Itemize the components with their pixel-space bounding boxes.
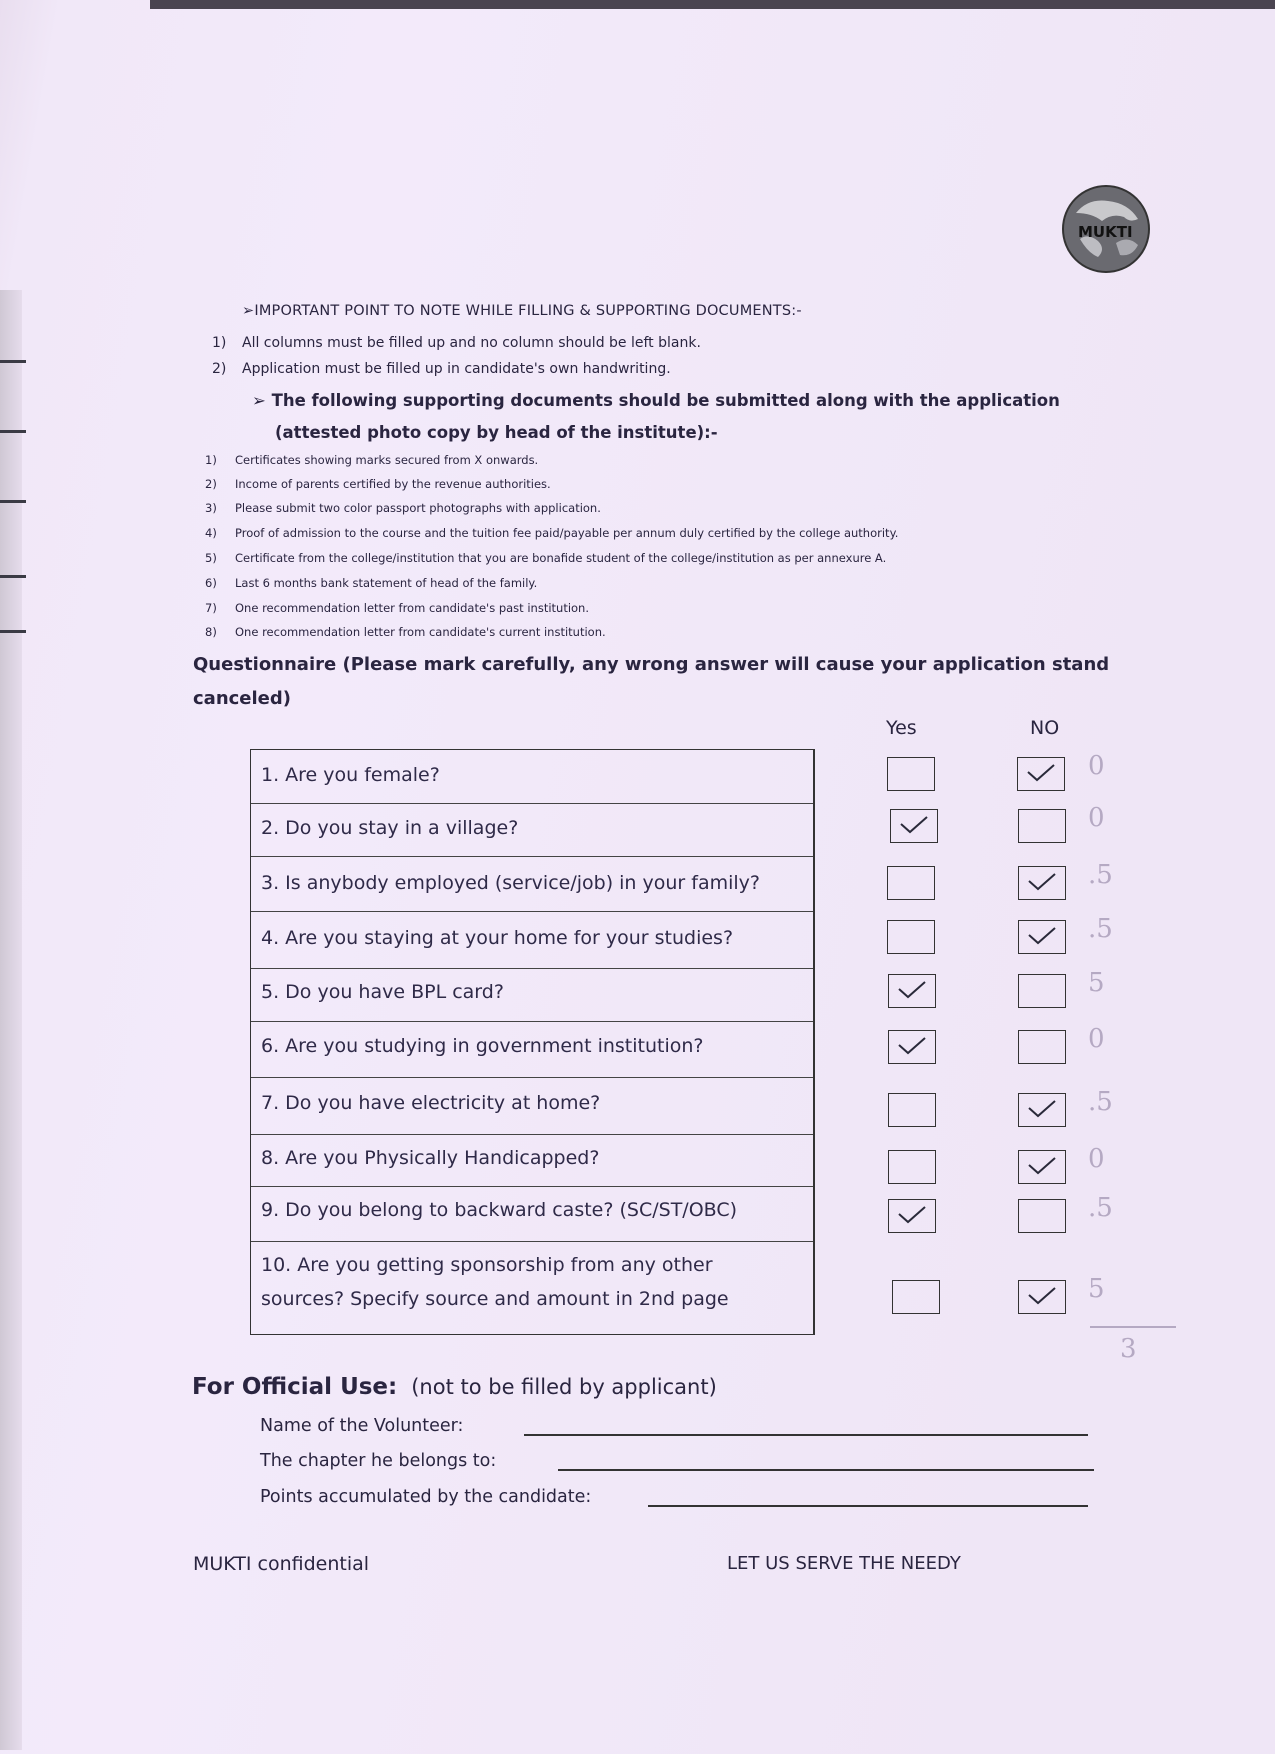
checkmark-icon	[1027, 871, 1057, 893]
checkmark-icon	[1027, 1098, 1057, 1120]
official-use-note: (not to be filled by applicant)	[411, 1375, 717, 1399]
checkmark-icon	[1027, 925, 1057, 947]
yes-checkbox[interactable]	[888, 974, 936, 1008]
no-checkbox[interactable]	[1018, 1280, 1066, 1314]
scan-top-edge	[150, 0, 1275, 9]
no-checkbox[interactable]	[1018, 1150, 1066, 1184]
checkmark-icon	[1027, 1155, 1057, 1177]
handwritten-score: .5	[1088, 1193, 1113, 1223]
checkmark-icon	[897, 1035, 927, 1057]
binding-mark	[0, 575, 26, 578]
no-checkbox[interactable]	[1018, 866, 1066, 900]
question-row	[251, 912, 813, 969]
rule-number: 1)	[212, 335, 227, 351]
questionnaire-table	[250, 749, 815, 1335]
yes-checkbox[interactable]	[888, 1150, 936, 1184]
question-text: 3. Is anybody employed (service/job) in your family?	[261, 872, 761, 894]
checkmark-icon	[897, 979, 927, 1001]
question-row	[251, 969, 813, 1022]
logo-wordmark: MUKTI	[1078, 223, 1133, 241]
handwritten-score: 0	[1088, 803, 1105, 833]
handwritten-score: .5	[1088, 914, 1113, 944]
question-row	[251, 1187, 813, 1242]
question-text: 4. Are you staying at your home for your studies?	[261, 927, 734, 949]
document-item: 8) One recommendation letter from candidate's current institution.	[205, 625, 606, 639]
official-use-heading	[192, 1374, 717, 1400]
chapter-label: The chapter he belongs to:	[260, 1451, 497, 1471]
official-use-title: For Official Use:	[192, 1374, 398, 1400]
question-text: 9. Do you belong to backward caste? (SC/ST/OBC)	[261, 1199, 738, 1221]
yes-checkbox[interactable]	[888, 1030, 936, 1064]
question-text: 2. Do you stay in a village?	[261, 817, 519, 839]
rule-item	[212, 335, 701, 351]
volunteer-name-field[interactable]	[524, 1434, 1088, 1436]
checkmark-icon	[899, 814, 929, 836]
document-item: 1) Certificates showing marks secured from X onwards.	[205, 453, 539, 467]
no-checkbox[interactable]	[1017, 757, 1065, 791]
question-row	[251, 1022, 813, 1078]
question-row	[251, 1078, 813, 1135]
handwritten-score: 5	[1088, 1274, 1105, 1304]
handwritten-score: 0	[1088, 1144, 1105, 1174]
rule-text: All columns must be filled up and no column should be left blank.	[242, 335, 701, 351]
points-label: Points accumulated by the candidate:	[260, 1487, 592, 1507]
no-checkbox[interactable]	[1018, 1030, 1066, 1064]
no-checkbox[interactable]	[1018, 809, 1066, 843]
document-item: 4) Proof of admission to the course and the tuition fee paid/payable per annum duly certified by the college authority.	[205, 526, 899, 540]
question-row	[251, 1242, 813, 1334]
important-points-heading: ➢IMPORTANT POINT TO NOTE WHILE FILLING & SUPPORTING DOCUMENTS:-	[242, 303, 802, 319]
yes-checkbox[interactable]	[892, 1280, 940, 1314]
footer-tagline: LET US SERVE THE NEEDY	[727, 1553, 961, 1574]
no-checkbox[interactable]	[1018, 920, 1066, 954]
documents-heading-cont: (attested photo copy by head of the institute):-	[275, 423, 718, 442]
question-row	[251, 857, 813, 912]
scan-left-edge	[0, 290, 22, 1750]
document-item: 3) Please submit two color passport photographs with application.	[205, 501, 601, 515]
question-text: 6. Are you studying in government institution?	[261, 1035, 704, 1057]
yes-column-header: Yes	[886, 717, 917, 739]
score-total-rule	[1090, 1326, 1176, 1328]
points-field[interactable]	[648, 1505, 1088, 1507]
yes-checkbox[interactable]	[888, 1199, 936, 1233]
score-total-denominator: 3	[1120, 1334, 1137, 1364]
yes-checkbox[interactable]	[887, 866, 935, 900]
handwritten-score: 0	[1088, 1024, 1105, 1054]
question-text: sources? Specify source and amount in 2nd page	[261, 1288, 729, 1310]
rule-item	[212, 361, 671, 377]
handwritten-score: .5	[1088, 860, 1113, 890]
no-checkbox[interactable]	[1018, 1199, 1066, 1233]
mukti-logo	[1058, 183, 1154, 275]
no-checkbox[interactable]	[1018, 1093, 1066, 1127]
handwritten-score: 5	[1088, 968, 1105, 998]
checkmark-icon	[1026, 762, 1056, 784]
question-row	[251, 1135, 813, 1187]
question-text: 8. Are you Physically Handicapped?	[261, 1147, 600, 1169]
document-item: 2) Income of parents certified by the revenue authorities.	[205, 477, 551, 491]
chapter-field[interactable]	[558, 1469, 1094, 1471]
no-checkbox[interactable]	[1018, 974, 1066, 1008]
handwritten-score: .5	[1088, 1087, 1113, 1117]
document-item: 6) Last 6 months bank statement of head of the family.	[205, 576, 538, 590]
binding-mark	[0, 630, 26, 633]
volunteer-name-label: Name of the Volunteer:	[260, 1416, 464, 1436]
question-text: 5. Do you have BPL card?	[261, 981, 504, 1003]
document-item: 5) Certificate from the college/institution that you are bonafide student of the college/institution as per annexure A.	[205, 551, 887, 565]
question-text: 1. Are you female?	[261, 764, 440, 786]
rule-number: 2)	[212, 361, 227, 377]
footer-confidential: MUKTI confidential	[193, 1553, 370, 1575]
yes-checkbox[interactable]	[887, 757, 935, 791]
documents-heading: ➢ The following supporting documents should be submitted along with the application	[252, 391, 1060, 410]
question-text: 7. Do you have electricity at home?	[261, 1092, 601, 1114]
checkmark-icon	[897, 1204, 927, 1226]
binding-mark	[0, 500, 26, 503]
rule-text: Application must be filled up in candidate's own handwriting.	[242, 361, 671, 377]
yes-checkbox[interactable]	[887, 920, 935, 954]
yes-checkbox[interactable]	[888, 1093, 936, 1127]
binding-mark	[0, 430, 26, 433]
no-column-header: NO	[1030, 717, 1060, 739]
yes-checkbox[interactable]	[890, 809, 938, 843]
questionnaire-title: Questionnaire (Please mark carefully, any wrong answer will cause your application stand canceled)	[193, 654, 1110, 709]
question-row	[251, 804, 813, 857]
question-text: 10. Are you getting sponsorship from any other	[261, 1254, 713, 1276]
handwritten-score: 0	[1088, 751, 1105, 781]
checkmark-icon	[1027, 1285, 1057, 1307]
binding-mark	[0, 360, 26, 363]
question-row	[251, 750, 813, 804]
document-item: 7) One recommendation letter from candidate's past institution.	[205, 601, 590, 615]
